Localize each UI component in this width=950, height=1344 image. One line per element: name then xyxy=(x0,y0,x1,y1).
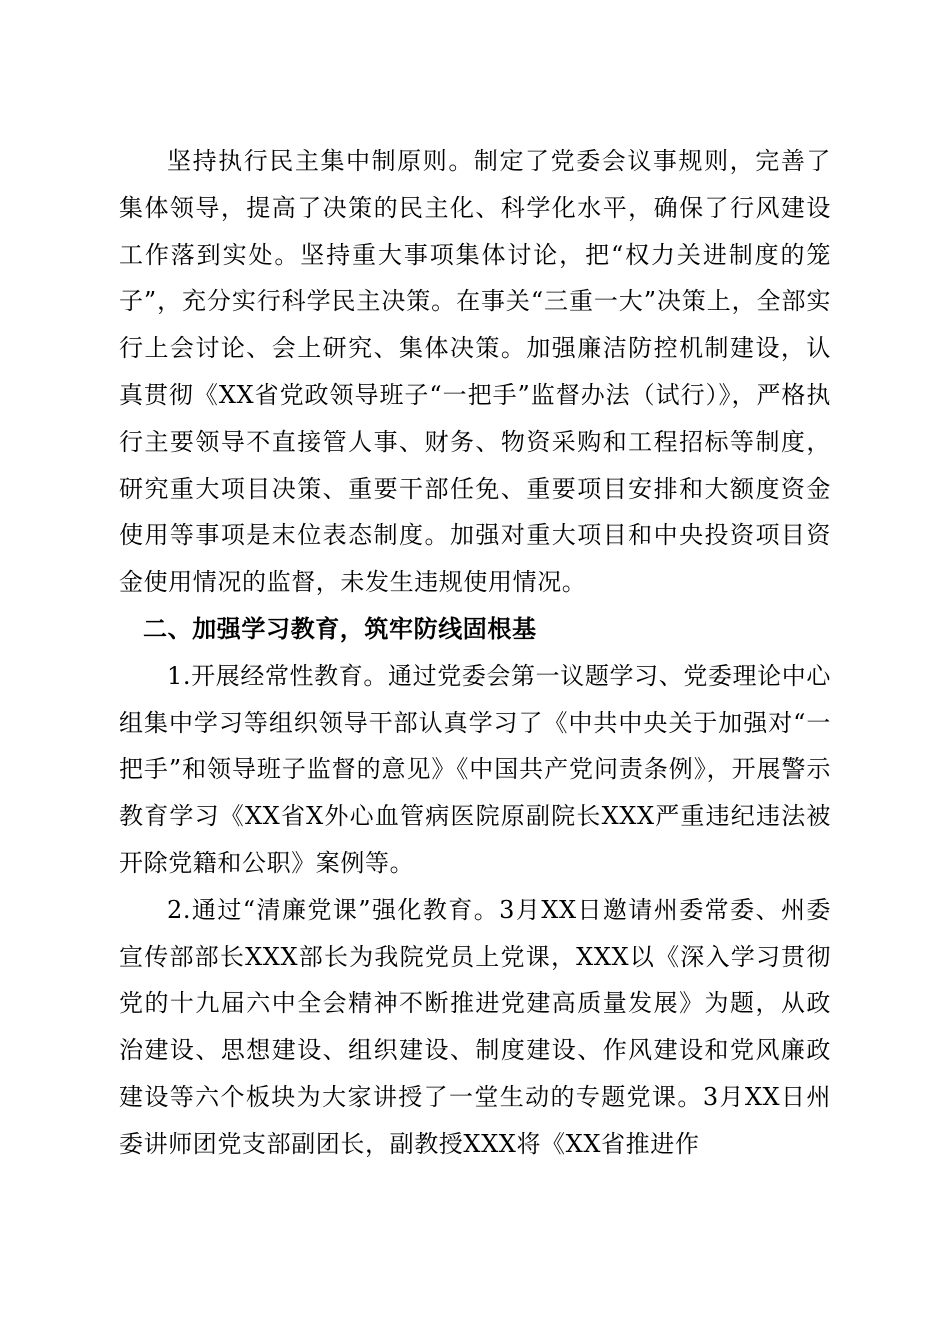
paragraph-clean-party-lecture: 2.通过“清廉党课”强化教育。3月XX日邀请州委常委、州委宣传部部长XXX部长为我院党员上党课，XXX以《深入学习贯彻党的十九届六中全会精神不断推进党建高质量发展》为题，从政治建设、思想建设、组织建设、制度建设、作风建设和党风廉政建设等六个板块为大家讲授了一堂生动的专题党课。3月XX日州委讲师团党支部副团长，副教授XXX将《XX省推进作 xyxy=(119,895,831,1158)
section-heading-study-education: 二、加强学习教育，筑牢防线固根基 xyxy=(143,614,537,643)
document-body xyxy=(119,138,831,1168)
paragraph-democratic-centralism: 坚持执行民主集中制原则。制定了党委会议事规则，完善了集体领导，提高了决策的民主化、科学化水平，确保了行风建设工作落到实处。坚持重大事项集体讨论，把“权力关进制度的笼子”，充分实行科学民主决策。在事关“三重一大”决策上，全部实行上会讨论、会上研究、集体决策。加强廉洁防控机制建设，认真贯彻《XX省党政领导班子“一把手”监督办法（试行）》，严格执行主要领导不直接管人事、财务、物资采购和工程招标等制度，研究重大项目决策、重要干部任免、重要项目安排和大额度资金使用等事项是末位表态制度。加强对重大项目和中央投资项目资金使用情况的监督，未发生违规使用情况。 xyxy=(119,147,831,597)
paragraph-regular-education: 1.开展经常性教育。通过党委会第一议题学习、党委理论中心组集中学习等组织领导干部认真学习了《中共中央关于加强对“一把手”和领导班子监督的意见》《中国共产党问责条例》，开展警示教育学习《XX省X外心血管病医院原副院长XXX严重违纪违法被开除党籍和公职》案例等。 xyxy=(119,661,831,877)
